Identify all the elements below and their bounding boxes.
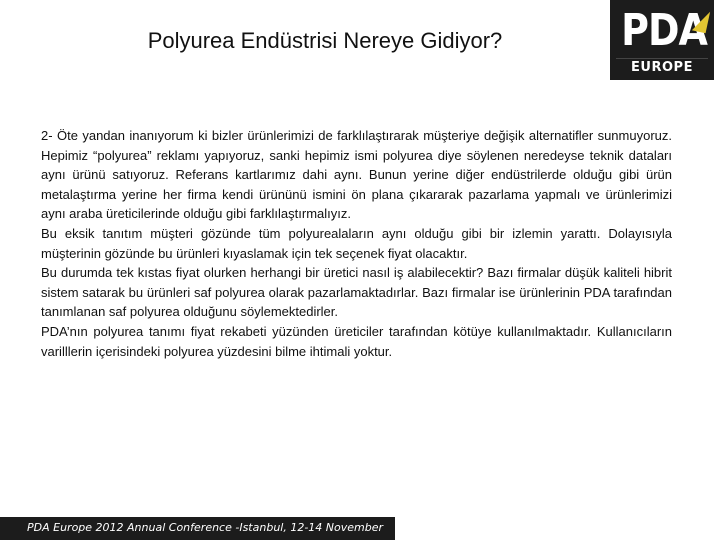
logo-letters: PDA bbox=[621, 4, 707, 56]
paragraph: PDA’nın polyurea tanımı fiyat rekabeti yüzünden üreticiler tarafından kötüye kullanılmaktadır. Kullanıcıların varilllerin içerisindeki polyurea yüzdesini bilme ihtimali yoktur. bbox=[41, 323, 672, 359]
slide-body bbox=[41, 126, 672, 361]
slide-title: Polyurea Endüstrisi Nereye Gidiyor? bbox=[147, 28, 503, 53]
paragraph: Bu eksik tanıtım müşteri gözünde tüm polyurealaların aynı olduğu gibi bir izlemin yarattı. Dolayısıyla müşterinin gözünde bu ürünleri kıyaslamak için tek seçenek fiyat olacaktır. bbox=[41, 225, 672, 261]
paragraph: Bu durumda tek kıstas fiyat olurken herhangi bir üretici nasıl iş alabilecektir? Bazı firmalar düşük kaliteli hibrit sistem satarak bu ürünleri saf polyurea olarak pazarlamaktadırlar. Bazı firmalar ise ürünlerinin PDA tarafından tanımlanan saf polyurea olduğunu söylemektedirler. bbox=[41, 265, 672, 320]
logo-subtitle: EUROPE bbox=[631, 60, 693, 75]
paragraph: 2- Öte yandan inanıyorum ki bizler ürünlerimizi de farklılaştırarak müşteriye değişik alternatifler sunmuyoruz. Hepimiz “polyurea” reklamı yapıyoruz, sanki hepimiz ismi polyurea diye söylenen neredeyse teknik dataları aynı ürünü satıyoruz. Referans kartlarımız dahi aynı. Bunun yerine diğer endüstrilerde olduğu gibi ürün metalaştırma yerine her firma kendi ürününü ismini ön plana çıkararak pazarlama yapmalı ve ürünlerimizi aynı araba üreticilerinde olduğu gibi farklılaştırmalıyız. bbox=[41, 128, 672, 222]
pda-europe-logo bbox=[610, 0, 714, 80]
footer-text: PDA Europe 2012 Annual Conference -Istanbul, 12-14 November bbox=[27, 521, 384, 534]
footer-bar bbox=[0, 517, 395, 540]
